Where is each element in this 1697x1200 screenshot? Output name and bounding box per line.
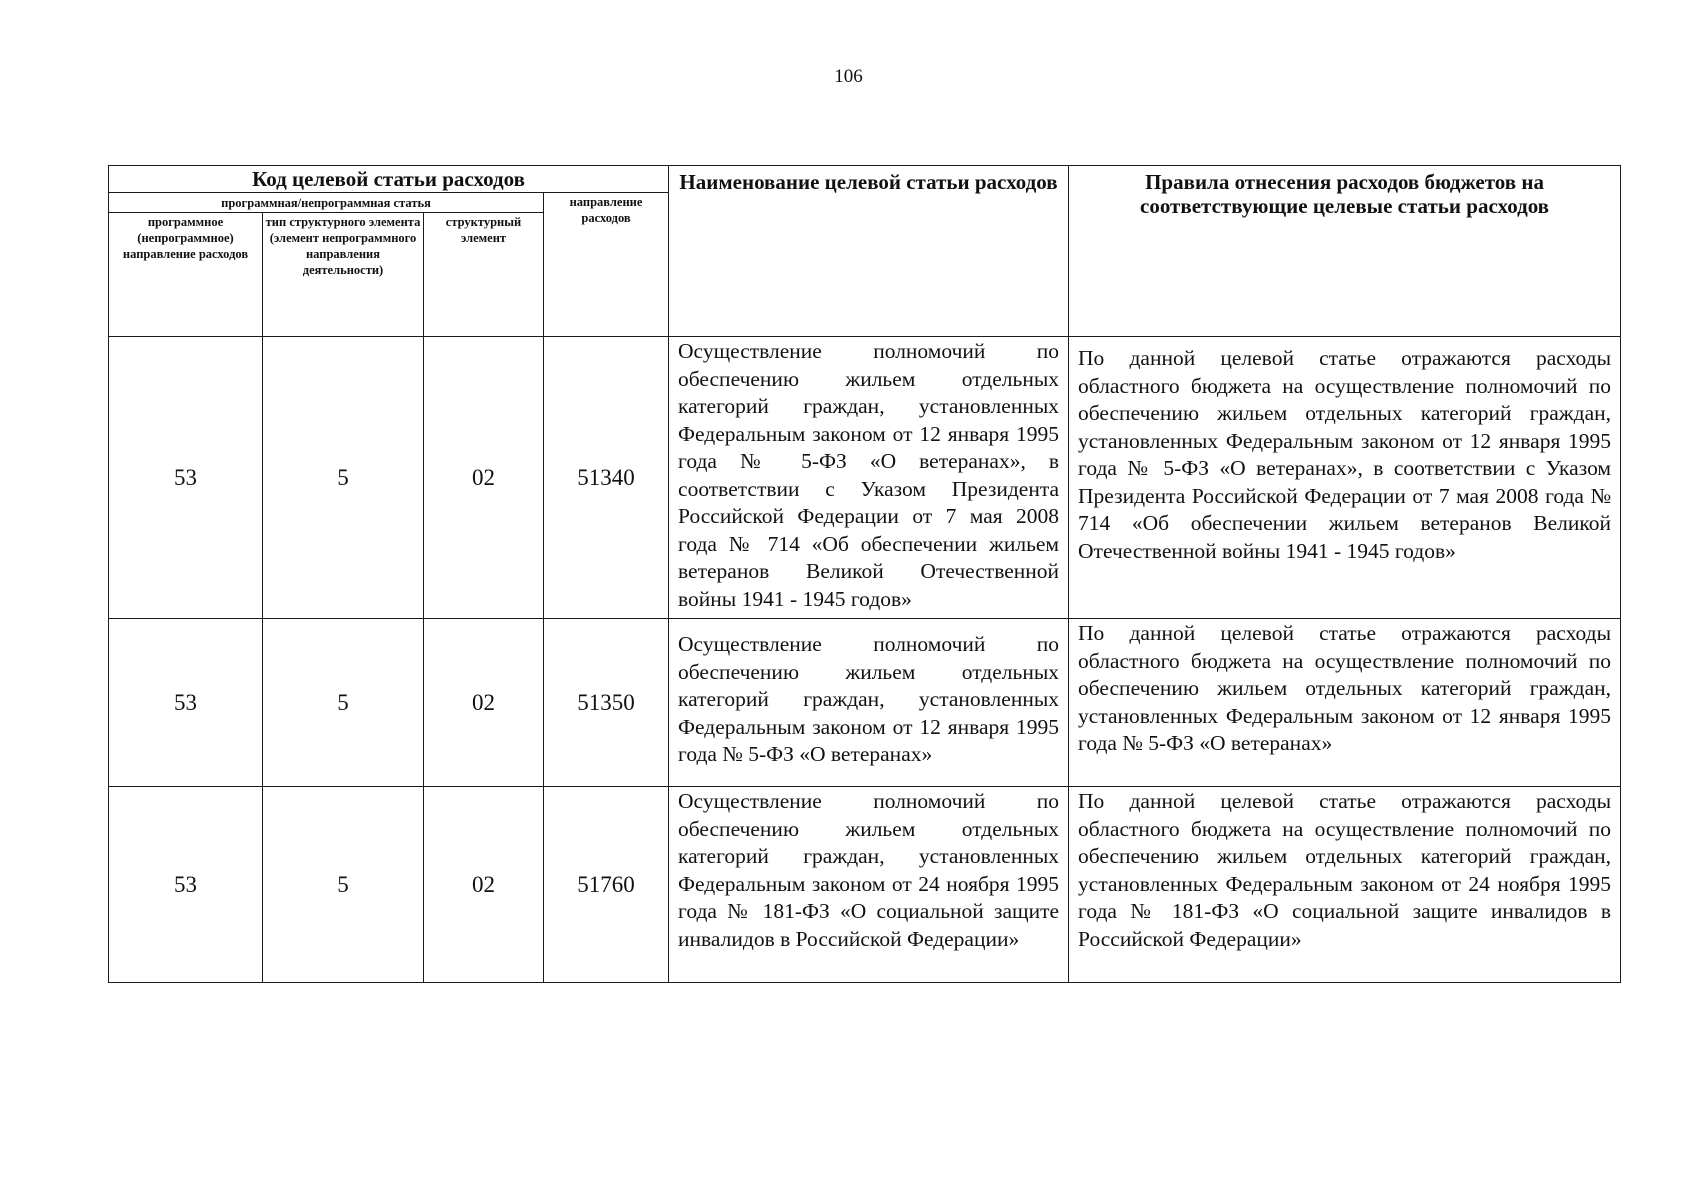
structural-element-cell: 02 — [424, 337, 544, 619]
table-row — [109, 787, 1621, 983]
structural-element-cell: 02 — [424, 787, 544, 983]
table-row — [109, 619, 1621, 787]
header-rules-title: Правила отнесения расходов бюджетов на соответствующие целевые статьи расходов — [1069, 166, 1621, 337]
header-direction: направление расходов — [544, 193, 669, 337]
header-name-title: Наименование целевой статьи расходов — [669, 166, 1069, 337]
program-code-cell: 53 — [109, 787, 263, 983]
target-articles-table — [108, 165, 1621, 983]
structural-type-cell: 5 — [263, 787, 424, 983]
table-row — [109, 337, 1621, 619]
program-code-cell: 53 — [109, 337, 263, 619]
direction-code-cell: 51350 — [544, 619, 669, 787]
header-structural-element: структурный элемент — [424, 213, 544, 337]
direction-code-cell: 51340 — [544, 337, 669, 619]
header-program-direction: программное (непрограммное) направление расходов — [109, 213, 263, 337]
page-number: 106 — [834, 66, 863, 87]
header-structural-type: тип структурного элемента (элемент непрограммного направления деятельности) — [263, 213, 424, 337]
structural-type-cell: 5 — [263, 337, 424, 619]
article-name-cell: Осуществление полномочий по обеспечению жильем отдельных категорий граждан, установленных Федеральным законом от 12 января 1995 года № 5-ФЗ «О ветеранах», в соответствии с Указом Президента Российской Федерации от 7 мая 2008 года № 714 «Об обеспечении жильем ветеранов Великой Отечественной войны 1941 - 1945 годов» — [669, 337, 1069, 619]
article-name-cell: Осуществление полномочий по обеспечению жильем отдельных категорий граждан, установленных Федеральным законом от 12 января 1995 года № 5-ФЗ «О ветеранах» — [669, 619, 1069, 787]
structural-element-cell: 02 — [424, 619, 544, 787]
direction-code-cell: 51760 — [544, 787, 669, 983]
structural-type-cell: 5 — [263, 619, 424, 787]
program-code-cell: 53 — [109, 619, 263, 787]
article-rules-cell: По данной целевой статье отражаются расходы областного бюджета на осуществление полномочий по обеспечению жильем отдельных категорий граждан, установленных Федеральным законом от 24 ноября 1995 года № 181-ФЗ «О социальной защите инвалидов в Российской Федерации» — [1069, 787, 1621, 983]
article-rules-cell: По данной целевой статье отражаются расходы областного бюджета на осуществление полномочий по обеспечению жильем отдельных категорий граждан, установленных Федеральным законом от 12 января 1995 года № 5-ФЗ «О ветеранах», в соответствии с Указом Президента Российской Федерации от 7 мая 2008 года № 714 «Об обеспечении жильем ветеранов Великой Отечественной войны 1941 - 1945 годов» — [1069, 337, 1621, 619]
header-code-title: Код целевой статьи расходов — [109, 166, 669, 193]
header-program-article: программная/непрограммная статья — [109, 193, 544, 213]
article-rules-cell: По данной целевой статье отражаются расходы областного бюджета на осуществление полномочий по обеспечению жильем отдельных категорий граждан, установленных Федеральным законом от 12 января 1995 года № 5-ФЗ «О ветеранах» — [1069, 619, 1621, 787]
article-name-cell: Осуществление полномочий по обеспечению жильем отдельных категорий граждан, установленных Федеральным законом от 24 ноября 1995 года № 181-ФЗ «О социальной защите инвалидов в Российской Федерации» — [669, 787, 1069, 983]
